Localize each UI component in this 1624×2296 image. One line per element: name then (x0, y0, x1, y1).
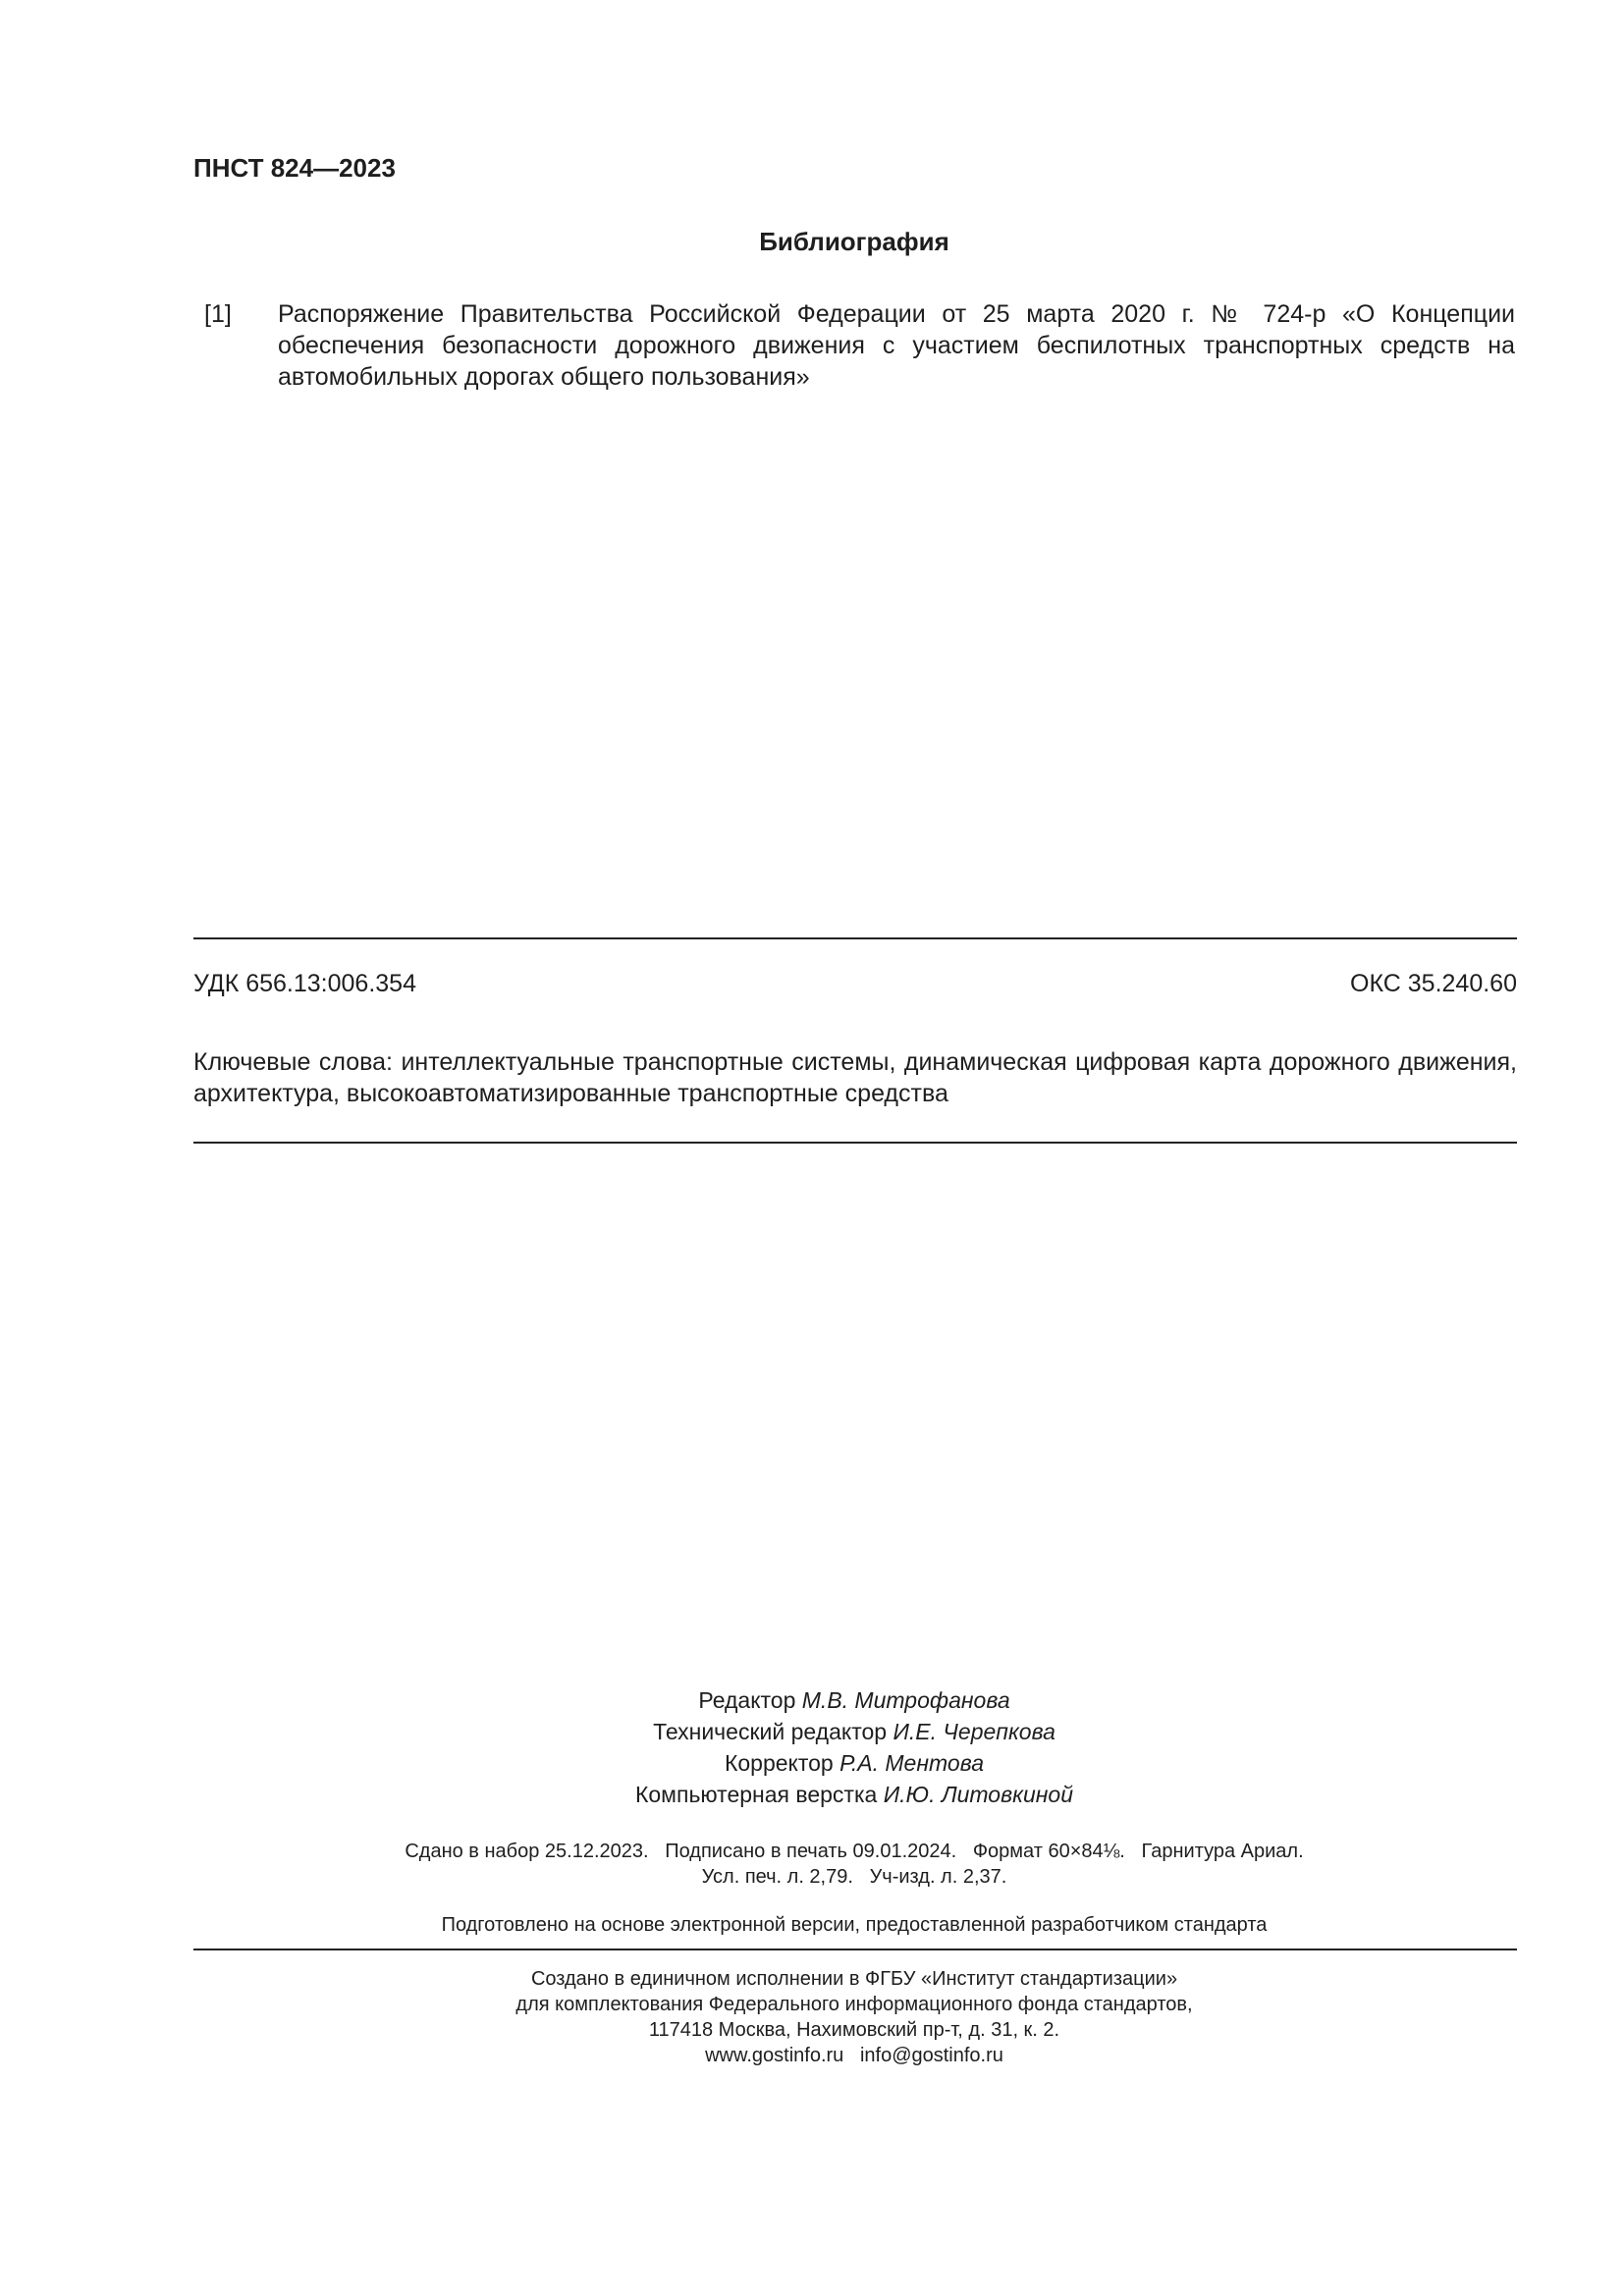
prepared-note: Подготовлено на основе электронной версии, предоставленной разработчиком стандарта (441, 1914, 1268, 1936)
bibliography-title: Библиография (759, 227, 949, 256)
credit-corrector: Корректор Р.А. Ментова (724, 1750, 984, 1776)
divider (193, 937, 1517, 939)
reference-text: Распоряжение Правительства Российской Федерации от 25 марта 2020 г. № 724-р «О Концепции обеспечения безопасности дорожного движения с участием беспилотных транспортных средств на автомобильных дорогах общего пользования» (278, 300, 1515, 391)
credit-tech-editor: Технический редактор И.Е. Черепкова (653, 1719, 1056, 1744)
credit-editor: Редактор М.В. Митрофанова (698, 1687, 1010, 1713)
publisher-contacts: www.gostinfo.ru info@gostinfo.ru (705, 2045, 1003, 2066)
keywords: Ключевые слова: интеллектуальные транспортные системы, динамическая цифровая карта дорожного движения, архитектура, высокоавтоматизированные транспортные средства (193, 1048, 1517, 1107)
divider (193, 1949, 1517, 1950)
print-info-line2: Усл. печ. л. 2,79. Уч-изд. л. 2,37. (701, 1866, 1007, 1888)
publisher-line1: Создано в единичном исполнении в ФГБУ «Институт стандартизации» (530, 1968, 1178, 1990)
udk-code: УДК 656.13:006.354 (193, 970, 416, 997)
print-info (0, 1839, 1624, 1890)
publisher-block (0, 1966, 1624, 2068)
print-info-line1: Сдано в набор 25.12.2023. Подписано в печать 09.01.2024. Формат 60×84⅛. Гарнитура Ариал. (405, 1841, 1304, 1862)
oks-code: ОКС 35.240.60 (1350, 970, 1517, 997)
publisher-line2: для комплектования Федерального информационного фонда стандартов, (515, 1994, 1193, 2015)
reference-number: [1] (204, 300, 232, 328)
publisher-line3: 117418 Москва, Нахимовский пр-т, д. 31, к. 2. (648, 2019, 1060, 2041)
divider (193, 1142, 1517, 1144)
credit-layout: Компьютерная верстка И.Ю. Литовкиной (634, 1782, 1073, 1807)
credits-block (0, 1684, 1624, 1810)
document-code: ПНСТ 824—2023 (193, 153, 396, 183)
